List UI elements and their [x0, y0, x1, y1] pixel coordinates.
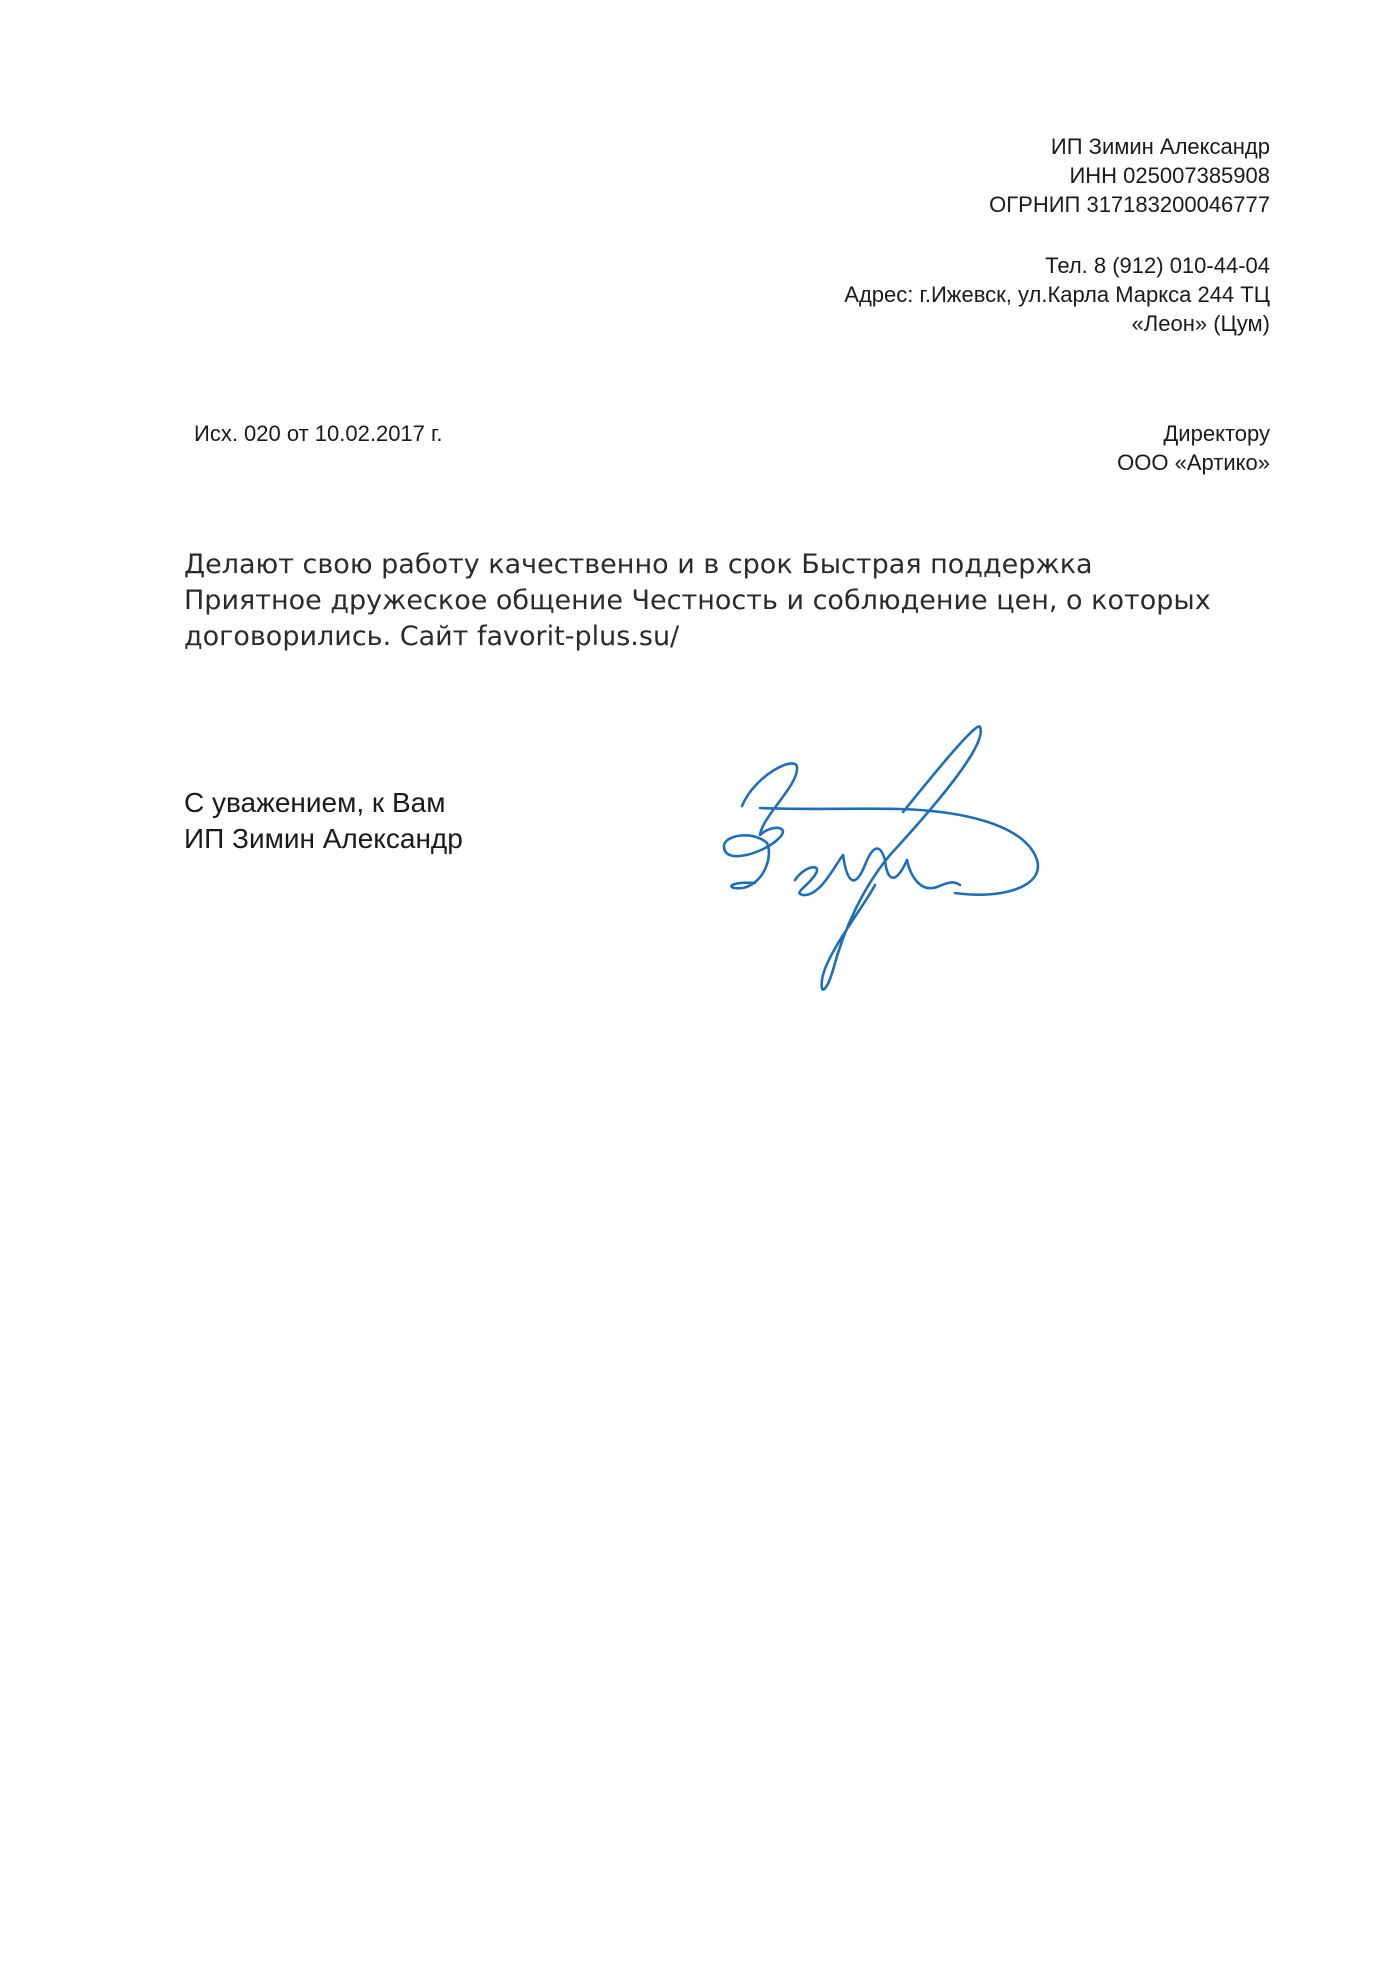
- body-line-2: Приятное дружеское общение Честность и соблюдение цен, о которых: [184, 585, 1211, 616]
- addressee-title: Директору: [1163, 421, 1270, 446]
- contacts-block: [844, 251, 1270, 338]
- body-line-3: договорились. Сайт favorit-plus.su/: [184, 621, 680, 652]
- address-line-2: «Леон» (Цум): [1131, 311, 1270, 336]
- signature-stroke: [724, 763, 797, 888]
- sender-block: [989, 132, 1270, 219]
- addressee-block: [1117, 419, 1270, 477]
- handwritten-signature: [715, 715, 1070, 995]
- letter-body: [184, 547, 1294, 655]
- signature-stroke: [760, 808, 1038, 895]
- signature-stroke: [822, 726, 981, 989]
- body-line-1: Делают свою работу качественно и в срок Быстрая поддержка: [184, 549, 1093, 580]
- outgoing-reference: Исх. 020 от 10.02.2017 г.: [194, 421, 443, 446]
- closing-block: [184, 785, 463, 857]
- address-line-1: Адрес: г.Ижевск, ул.Карла Маркса 244 ТЦ: [844, 282, 1270, 307]
- sender-inn: ИНН 025007385908: [1069, 163, 1270, 188]
- phone-number: Тел. 8 (912) 010-44-04: [1045, 253, 1270, 278]
- closing-signer: ИП Зимин Александр: [184, 823, 463, 854]
- closing-regards: С уважением, к Вам: [184, 787, 446, 818]
- sender-ogrnip: ОГРНИП 317183200046777: [989, 192, 1270, 217]
- addressee-company: ООО «Артико»: [1117, 450, 1270, 475]
- sender-name: ИП Зимин Александр: [1050, 134, 1270, 159]
